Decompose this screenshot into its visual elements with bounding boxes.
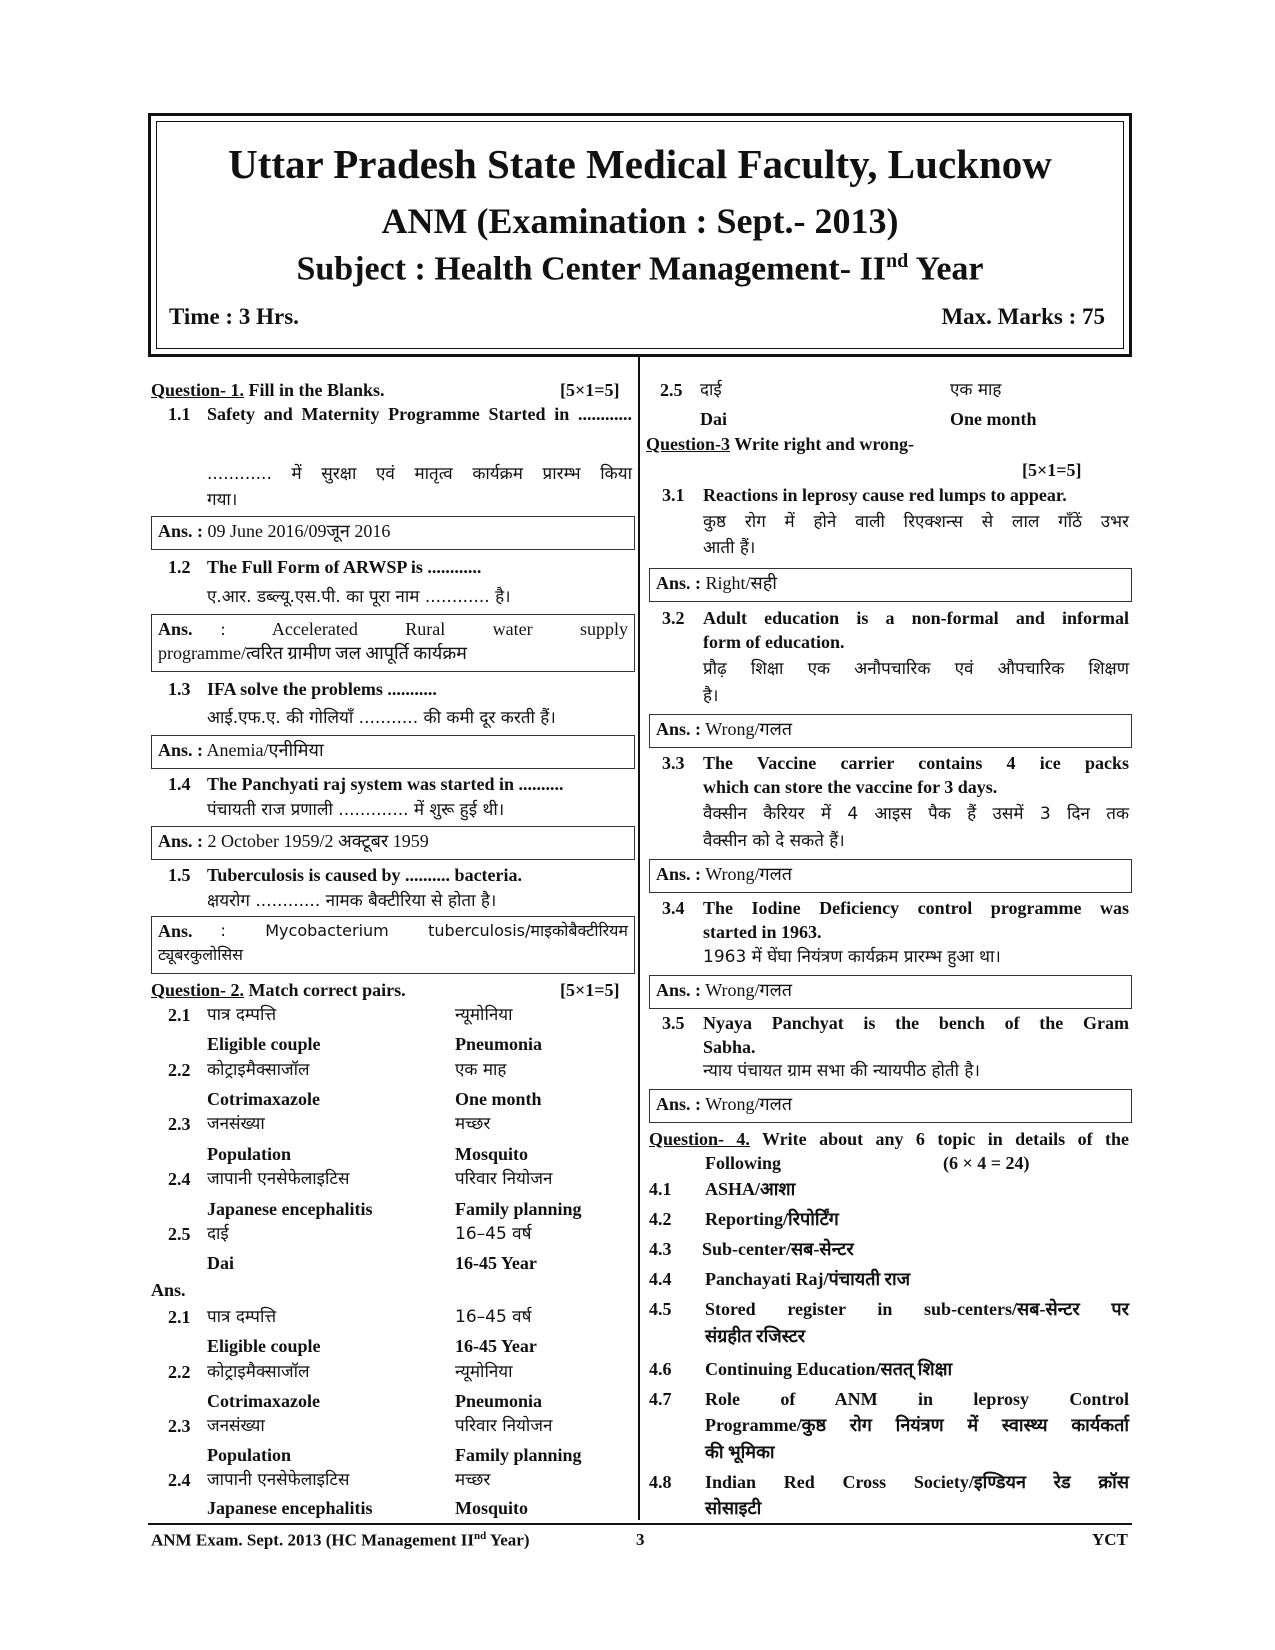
q1-3-question-en: IFA solve the problems ........... xyxy=(207,679,437,699)
q3-1-number: 3.1 xyxy=(662,485,685,505)
q3-1-statement-en: Reactions in leprosy cause red lumps to appear. xyxy=(703,485,1067,505)
q1-5-question-en: Tuberculosis is caused by .......... bacteria. xyxy=(207,865,523,885)
q4-4-topic: Panchayati Raj/पंचायती राज xyxy=(705,1269,911,1289)
q4-2-topic: Reporting/रिपोर्टिंग xyxy=(705,1209,839,1229)
q3-2-statement-en-2: form of education. xyxy=(703,632,845,652)
q1-1-number: 1.1 xyxy=(168,404,191,424)
q2-pair-number: 2.1 xyxy=(168,1005,191,1025)
q2-pair-number: 2.4 xyxy=(168,1169,191,1189)
q3-3-statement-hi-2: वैक्सीन को दे सकते हैं। xyxy=(703,831,845,851)
q2-right-en: Family planning xyxy=(455,1199,582,1219)
q1-4-answer-box: Ans. : 2 October 1959/2 अक्टूबर 1959 xyxy=(151,826,635,860)
q1-5-question-hi: क्षयरोग ............ नामक बैक्टीरिया से होता है। xyxy=(207,891,497,911)
q1-4-question-en: The Panchyati raj system was started in .......... xyxy=(207,774,564,794)
q2-left-hi: दाई xyxy=(207,1224,229,1244)
q2-left-hi: पात्र दम्पत्ति xyxy=(207,1005,277,1025)
q4-3-topic: Sub-center/सब-सेन्टर xyxy=(702,1239,854,1259)
footer-right: YCT xyxy=(1092,1530,1128,1549)
q2-right-hi: एक माह xyxy=(455,1060,507,1080)
q3-marks: [5×1=5] xyxy=(1022,460,1082,480)
q2-ans-right-en: Pneumonia xyxy=(455,1391,543,1411)
q2-ans-right-hi: 16–45 वर्ष xyxy=(455,1307,532,1327)
q2-left-hi: जापानी एनसेफेलाइटिस xyxy=(207,1169,350,1189)
q2-ans-right-en: 16-45 Year xyxy=(455,1336,537,1356)
q2-ans-left-hi: जनसंख्या xyxy=(207,1416,265,1436)
q2-left-en: Eligible couple xyxy=(207,1034,321,1054)
q4-6-number: 4.6 xyxy=(649,1359,672,1379)
q3-5-statement-hi: न्याय पंचायत ग्राम सभा की न्यायपीठ होती है। xyxy=(703,1061,980,1081)
q2-pair-number: 2.2 xyxy=(168,1060,191,1080)
q2-ans-left-en: Population xyxy=(207,1445,292,1465)
exam-title: ANM (Examination : Sept.- 2013) xyxy=(381,201,899,241)
q2-left-en: Population xyxy=(207,1144,292,1164)
page-title: Uttar Pradesh State Medical Faculty, Lucknow xyxy=(228,141,1052,187)
q3-4-statement-en-2: started in 1963. xyxy=(703,922,822,942)
q2-ans-number: 2.1 xyxy=(168,1307,191,1327)
q2-ans-right-hi: मच्छर xyxy=(455,1470,491,1490)
q2-ans-left-hi: पात्र दम्पत्ति xyxy=(207,1307,277,1327)
q2-ans-number: 2.5 xyxy=(660,380,683,400)
q3-2-statement-hi-2: है। xyxy=(703,686,719,706)
q1-2-question-en: The Full Form of ARWSP is ............ xyxy=(207,557,482,577)
q2-ans-number: 2.3 xyxy=(168,1416,191,1436)
q1-2-question-hi: ए.आर. डब्ल्यू.एस.पी. का पूरा नाम ............ है। xyxy=(207,587,511,607)
q4-5-topic: Stored register in sub-centers/सब-सेन्टर पर xyxy=(705,1299,1129,1319)
q2-right-en: Mosquito xyxy=(455,1144,529,1164)
q3-4-statement-en: The Iodine Deficiency control programme was xyxy=(703,898,1129,918)
header-box xyxy=(148,113,1132,357)
q3-5-statement-en: Nyaya Panchyat is the bench of the Gram xyxy=(703,1013,1129,1033)
q3-5-number: 3.5 xyxy=(662,1013,685,1033)
q1-1-answer-box: Ans. : 09 June 2016/09जून 2016 xyxy=(151,516,635,550)
q3-5-answer-box: Ans. : Wrong/गलत xyxy=(649,1089,1132,1123)
q4-marks: (6 × 4 = 24) xyxy=(943,1153,1030,1173)
q3-4-answer-box: Ans. : Wrong/गलत xyxy=(649,975,1132,1009)
q4-heading-2: Following xyxy=(705,1153,782,1173)
q3-heading: Question-3 Write right and wrong- xyxy=(646,434,915,454)
q4-8-topic-2: सोसाइटी xyxy=(705,1498,762,1518)
q2-ans-left-en: Dai xyxy=(700,409,727,429)
page-number: 3 xyxy=(636,1530,645,1549)
q3-2-statement-hi: प्रौढ़ शिक्षा एक अनौपचारिक एवं औपचारिक शिक्षण xyxy=(703,659,1129,679)
q2-left-en: Cotrimaxazole xyxy=(207,1089,320,1109)
time-label: Time : 3 Hrs. xyxy=(169,304,299,329)
q3-3-statement-hi: वैक्सीन कैरियर में 4 आइस पैक हैं उसमें 3 दिन तक xyxy=(703,804,1129,824)
q2-ans-left-en: Japanese encephalitis xyxy=(207,1498,373,1518)
q2-ans-right-hi: परिवार नियोजन xyxy=(455,1416,553,1436)
q2-left-hi: कोट्राइमैक्साजॉल xyxy=(207,1060,310,1080)
q4-2-number: 4.2 xyxy=(649,1209,672,1229)
q1-3-answer-box: Ans. : Anemia/एनीमिया xyxy=(151,735,635,769)
q3-3-statement-en: The Vaccine carrier contains 4 ice packs xyxy=(703,753,1129,773)
q3-1-statement-hi: कुष्ठ रोग में होने वाली रिएक्शन्स से लाल गाँठें उभर xyxy=(703,512,1129,532)
q4-6-topic: Continuing Education/सतत् शिक्षा xyxy=(705,1359,953,1379)
q1-3-question-hi: आई.एफ.ए. की गोलियाँ ........... की कमी दूर करती हैं। xyxy=(207,708,556,728)
q4-8-number: 4.8 xyxy=(649,1472,672,1492)
q2-pair-number: 2.5 xyxy=(168,1224,191,1244)
q4-1-topic: ASHA/आशा xyxy=(705,1179,796,1199)
q3-4-statement-hi: 1963 में घेंघा नियंत्रण कार्यक्रम प्रारम्भ हुआ था। xyxy=(703,947,1001,967)
q4-5-number: 4.5 xyxy=(649,1299,672,1319)
q2-ans-left-hi: कोट्राइमैक्साजॉल xyxy=(207,1362,310,1382)
q2-ans-left-hi: जापानी एनसेफेलाइटिस xyxy=(207,1470,350,1490)
q2-marks: [5×1=5] xyxy=(560,980,620,1000)
q2-ans-right-hi: एक माह xyxy=(950,380,1002,400)
q4-5-topic-2: संग्रहीत रजिस्टर xyxy=(705,1326,806,1346)
q2-left-hi: जनसंख्या xyxy=(207,1114,265,1134)
q4-8-topic: Indian Red Cross Society/इण्डियन रेड क्रॉस xyxy=(705,1472,1129,1492)
q2-ans-right-en: One month xyxy=(950,409,1037,429)
q2-answer-label: Ans. xyxy=(151,1280,186,1300)
q2-ans-left-hi: दाई xyxy=(700,380,722,400)
q1-1-question-en: Safety and Maternity Programme Started in ............ xyxy=(207,404,632,424)
q4-7-topic: Role of ANM in leprosy Control xyxy=(705,1389,1129,1409)
q1-heading: Question- 1. Fill in the Blanks. xyxy=(151,380,385,400)
q3-2-number: 3.2 xyxy=(662,608,685,628)
q4-1-number: 4.1 xyxy=(649,1179,672,1199)
q3-3-statement-en-2: which can store the vaccine for 3 days. xyxy=(703,777,998,797)
q2-right-en: Pneumonia xyxy=(455,1034,543,1054)
max-marks-label: Max. Marks : 75 xyxy=(941,304,1105,329)
q3-3-number: 3.3 xyxy=(662,753,685,773)
q2-right-en: One month xyxy=(455,1089,542,1109)
q1-4-number: 1.4 xyxy=(168,774,191,794)
q2-right-hi: न्यूमोनिया xyxy=(455,1005,513,1025)
q4-heading: Question- 4. Write about any 6 topic in details of the xyxy=(649,1129,1129,1149)
q3-5-statement-en-2: Sabha. xyxy=(703,1037,756,1057)
q2-right-en: 16-45 Year xyxy=(455,1253,537,1273)
q2-pair-number: 2.3 xyxy=(168,1114,191,1134)
q1-3-number: 1.3 xyxy=(168,679,191,699)
subject-title: Subject : Health Center Management- IInd Year xyxy=(296,250,984,288)
q2-ans-left-en: Cotrimaxazole xyxy=(207,1391,320,1411)
q2-left-en: Dai xyxy=(207,1253,234,1273)
q3-1-answer-box: Ans. : Right/सही xyxy=(649,568,1132,602)
q1-2-answer-box: Ans. : Accelerated Rural water supply programme/त्वरित ग्रामीण जल आपूर्ति कार्यक्रम xyxy=(151,614,635,672)
q3-2-statement-en: Adult education is a non-formal and informal xyxy=(703,608,1129,628)
q2-ans-right-hi: न्यूमोनिया xyxy=(455,1362,513,1382)
q1-marks: [5×1=5] xyxy=(560,380,620,400)
q4-7-topic-2: Programme/कुष्ठ रोग नियंत्रण में स्वास्थ्य कार्यकर्ता xyxy=(705,1415,1129,1435)
q1-5-number: 1.5 xyxy=(168,865,191,885)
footer-left: ANM Exam. Sept. 2013 (HC Management IInd Year) xyxy=(151,1530,530,1550)
q4-4-number: 4.4 xyxy=(649,1269,672,1289)
q2-right-hi: मच्छर xyxy=(455,1114,491,1134)
q3-3-answer-box: Ans. : Wrong/गलत xyxy=(649,859,1132,893)
q2-ans-right-en: Family planning xyxy=(455,1445,582,1465)
q2-right-hi: परिवार नियोजन xyxy=(455,1169,553,1189)
q2-ans-number: 2.2 xyxy=(168,1362,191,1382)
q4-3-number: 4.3 xyxy=(649,1239,672,1259)
q1-1-question-hi: ............ में सुरक्षा एवं मातृत्व कार्यक्रम प्रारम्भ किया xyxy=(207,464,632,484)
q3-1-statement-hi-2: आती हैं। xyxy=(703,538,756,558)
q1-2-number: 1.2 xyxy=(168,557,191,577)
q2-right-hi: 16–45 वर्ष xyxy=(455,1224,532,1244)
q2-ans-left-en: Eligible couple xyxy=(207,1336,321,1356)
q2-ans-number: 2.4 xyxy=(168,1470,191,1490)
column-divider xyxy=(638,355,640,1520)
q1-5-answer-box: Ans. : Mycobacterium tuberculosis/माइकोबैक्टीरियम ट्यूबरकुलोसिस xyxy=(151,916,635,974)
q4-7-number: 4.7 xyxy=(649,1389,672,1409)
q2-ans-right-en: Mosquito xyxy=(455,1498,529,1518)
q3-2-answer-box: Ans. : Wrong/गलत xyxy=(649,714,1132,748)
q2-left-en: Japanese encephalitis xyxy=(207,1199,373,1219)
q2-heading: Question- 2. Match correct pairs. xyxy=(151,980,406,1000)
q1-1-question-hi-2: गया। xyxy=(207,490,238,510)
q3-4-number: 3.4 xyxy=(662,898,685,918)
q4-7-topic-3: की भूमिका xyxy=(705,1442,775,1462)
footer-rule xyxy=(148,1523,1132,1525)
q1-4-question-hi: पंचायती राज प्रणाली ............. में शुरू हुई थी। xyxy=(207,800,505,820)
